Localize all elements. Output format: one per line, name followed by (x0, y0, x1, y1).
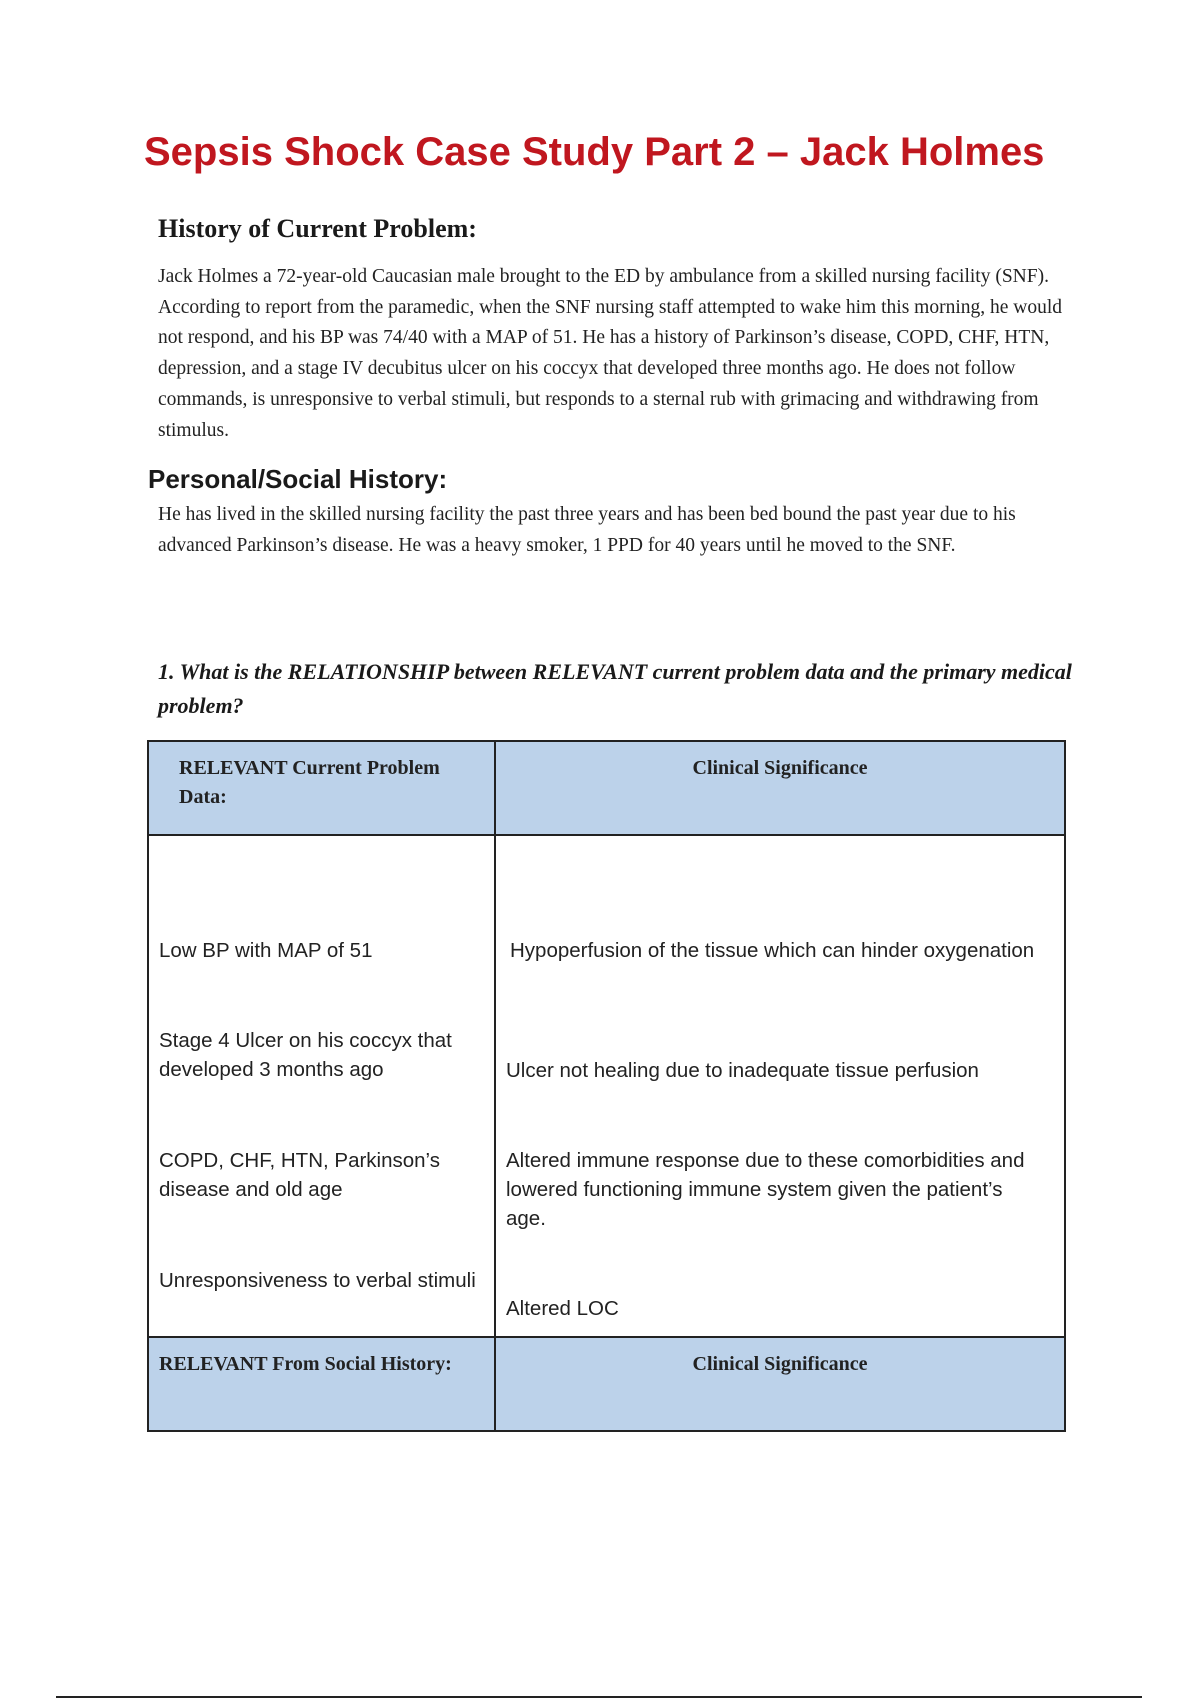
header-right-label: Clinical Significance (692, 757, 868, 779)
question-1: 1. What is the RELATIONSHIP between RELEVANT current problem data and the primary medical problem? (158, 659, 1072, 718)
relationship-table (147, 740, 1066, 1432)
social-history-heading: Personal/Social History: (148, 464, 448, 494)
page-title: Sepsis Shock Case Study Part 2 – Jack Holmes (144, 130, 1045, 174)
header-current-problem-data (148, 741, 495, 835)
footer-rule (56, 1696, 1142, 1698)
header-left-label: RELEVANT Current Problem Data: (179, 757, 440, 808)
table-header-row (148, 741, 1065, 835)
header-clinical-significance (495, 741, 1065, 835)
table-cell: COPD, CHF, HTN, Parkinson’s disease and old age (159, 1149, 440, 1201)
table-cell: Ulcer not healing due to inadequate tissue perfusion (506, 1059, 979, 1082)
table-cell: Altered LOC (506, 1297, 619, 1320)
history-heading: History of Current Problem: (158, 214, 477, 243)
table-body-row (148, 835, 1065, 1337)
social-header-right-label: Clinical Significance (692, 1353, 868, 1375)
table-cell: Stage 4 Ulcer on his coccyx that developed 3 months ago (159, 1029, 452, 1081)
table-cell: Altered immune response due to these comorbidities and lowered functioning immune system given the patient’s age. (506, 1149, 1025, 1230)
social-history-paragraph: He has lived in the skilled nursing facility the past three years and has been bed bound the past year due to his advanced Parkinson’s disease. He was a heavy smoker, 1 PPD for 40 years until he moved to the SNF. (158, 504, 1016, 556)
header-social-history (148, 1337, 495, 1431)
history-paragraph: Jack Holmes a 72-year-old Caucasian male brought to the ED by ambulance from a skilled nursing facility (SNF). According to report from the paramedic, when the SNF nursing staff attempted to wake him this morning, he would not respond, and his BP was 74/40 with a MAP of 51. He has a history of Parkinson’s disease, COPD, CHF, HTN, depression, and a stage IV decubitus ulcer on his coccyx that developed three months ago. He does not follow commands, is unresponsive to verbal stimuli, but responds to a sternal rub with grimacing and withdrawing from stimulus. (158, 266, 1063, 441)
significance-column (495, 835, 1065, 1337)
social-header-left-label: RELEVANT From Social History: (159, 1353, 452, 1375)
social-header-row (148, 1337, 1065, 1431)
table-cell: Hypoperfusion of the tissue which can hinder oxygenation (510, 939, 1035, 962)
table-cell: Low BP with MAP of 51 (159, 939, 373, 962)
header-social-clinical-significance (495, 1337, 1065, 1431)
data-column (148, 835, 495, 1337)
table-cell: Unresponsiveness to verbal stimuli (159, 1269, 476, 1292)
